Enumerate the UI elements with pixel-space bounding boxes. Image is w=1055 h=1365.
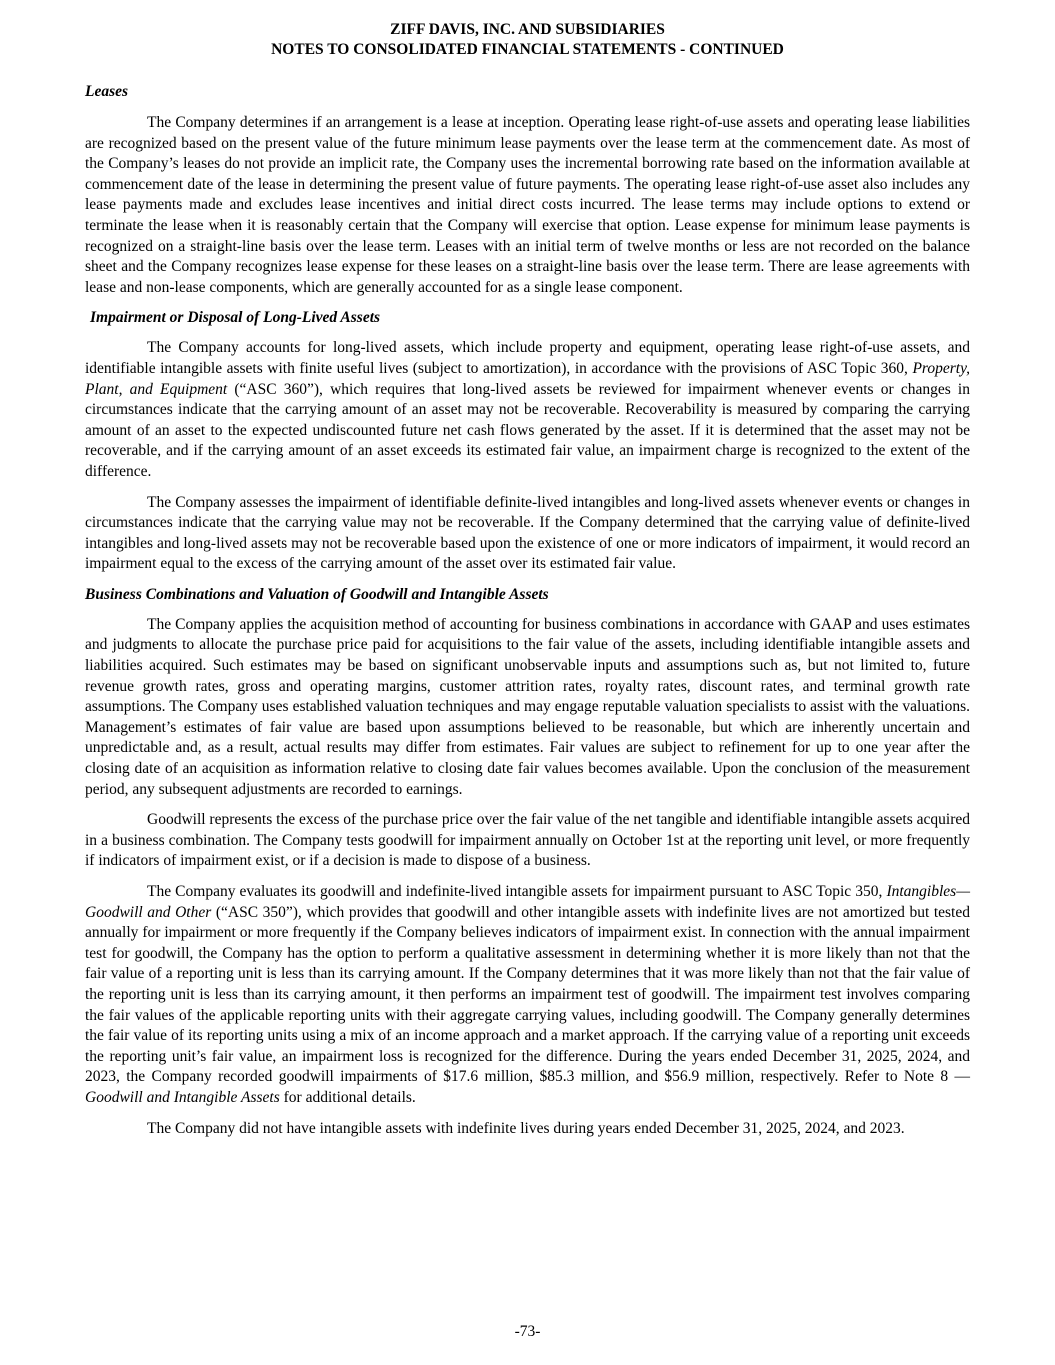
- business-paragraph-3: The Company evaluates its goodwill and indefinite-lived intangible assets for impairment pursuant to ASC Topic 350, Intangibles— Goodwill and Other (“ASC 350”), which provides that goodwill and other intangible assets with indefinite lives are not amortized but tested annually for impairment or more frequently if the Company believes indicators of impairment exist. In connection with the annual impairment test for goodwill, the Company has the option to perform a qualitative assessment in determining whether it is more likely than not that the fair value of a reporting unit is less than its carrying amount. If the Company determines that it was more likely than not that the fair value of the reporting unit is less than its carrying amount, it then performs an impairment test of goodwill. The impairment test involves comparing the fair values of the applicable reporting units with their aggregate carrying values, including goodwill. The Company generally determines the fair value of its reporting units using a mix of an income approach and a market approach. If the carrying value of a reporting unit exceeds the reporting unit’s fair value, an impairment loss is recognized for the difference. During the years ended December 31, 2025, 2024, and 2023, the Company recorded goodwill impairments of $17.6 million, $85.3 million, and $56.9 million, respectively. Refer to Note 8 — Goodwill and Intangible Assets for additional details.: [85, 883, 970, 1106]
- page-number: -73-: [514, 1323, 541, 1340]
- business-paragraph-4: The Company did not have intangible assets with indefinite lives during years ended December 31, 2025, 2024, and 2023.: [147, 1119, 905, 1137]
- section-heading-business-combinations: Business Combinations and Valuation of Goodwill and Intangible Assets: [85, 585, 549, 603]
- company-header: ZIFF DAVIS, INC. AND SUBSIDIARIES: [390, 21, 665, 38]
- leases-paragraph: The Company determines if an arrangement is a lease at inception. Operating lease right-of-use assets and operating lease liabilities are recognized based on the present value of the future minimum lease payments over the lease term at the commencement date. As most of the Company’s leases do not provide an implicit rate, the Company uses the incremental borrowing rate based on the information available at commencement date of the lease in determining the present value of future payments. The operating lease right-of-use asset also includes any lease payments made and excludes lease incentives and initial direct costs incurred. The lease terms may include options to extend or terminate the lease when it is reasonably certain that the Company will exercise that option. Lease expense for minimum lease payments is recognized on a straight-line basis over the lease term. Leases with an initial term of twelve months or less are not recorded on the balance sheet and the Company recognizes lease expense for these leases on a straight-line basis over the lease term. There are lease agreements with lease and non-lease components, which are generally accounted for as a single lease component.: [85, 114, 970, 296]
- impairment-paragraph-1: The Company accounts for long-lived assets, which include property and equipment, operating lease right-of-use assets, and identifiable intangible assets with finite useful lives (subject to amortization), in accordance with the provisions of ASC Topic 360, Property, Plant, and Equipment (“ASC 360”), which requires that long-lived assets be reviewed for impairment whenever events or changes in circumstances indicate that the carrying amount of an asset may not be recoverable. Recoverability is measured by comparing the carrying amount of an asset to the expected undiscounted future net cash flows generated by the asset. If it is determined that the asset may not be recoverable, and if the carrying amount of an asset exceeds its estimated fair value, an impairment charge is recognized to the extent of the difference.: [85, 339, 970, 480]
- impairment-paragraph-2: The Company assesses the impairment of identifiable definite-lived intangibles and long-lived assets whenever events or changes in circumstances indicate that the carrying value may not be recoverable. If the Company determined that the carrying value of definite-lived intangibles and long-lived assets may not be recoverable based upon the existence of one or more indicators of impairment, it would record an impairment equal to the excess of the carrying amount of the asset over its estimated fair value.: [85, 493, 970, 573]
- business-paragraph-2: Goodwill represents the excess of the purchase price over the fair value of the net tangible and identifiable intangible assets acquired in a business combination. The Company tests goodwill for impairment annually on October 1st at the reporting unit level, or more frequently if indicators of impairment exist, or if a decision is made to dispose of a business.: [85, 811, 970, 870]
- section-heading-leases: Leases: [85, 83, 129, 100]
- section-heading-impairment: Impairment or Disposal of Long-Lived Assets: [90, 309, 381, 327]
- business-paragraph-1: The Company applies the acquisition method of accounting for business combinations in accordance with GAAP and uses estimates and judgments to allocate the purchase price paid for acquisitions to the fair value of the assets, including identifiable intangible assets and liabilities acquired. Such estimates may be based on significant unobservable inputs and assumptions such as, but not limited to, future revenue growth rates, gross and operating margins, customer attrition rates, royalty rates, discount rates, and terminal growth rate assumptions. The Company uses established valuation techniques and may engage reputable valuation specialists to assist with the valuations. Management’s estimates of fair value are based upon assumptions believed to be reasonable, but which are inherently uncertain and unpredictable and, as a result, actual results may differ from estimates. Fair values are subject to refinement for up to one year after the closing date of an acquisition as information relative to closing date fair values becomes available. Upon the conclusion of the measurement period, any subsequent adjustments are recorded to earnings.: [85, 615, 970, 798]
- page-title: NOTES TO CONSOLIDATED FINANCIAL STATEMENTS - CONTINUED: [271, 41, 784, 58]
- document-page: [85, 20, 970, 1139]
